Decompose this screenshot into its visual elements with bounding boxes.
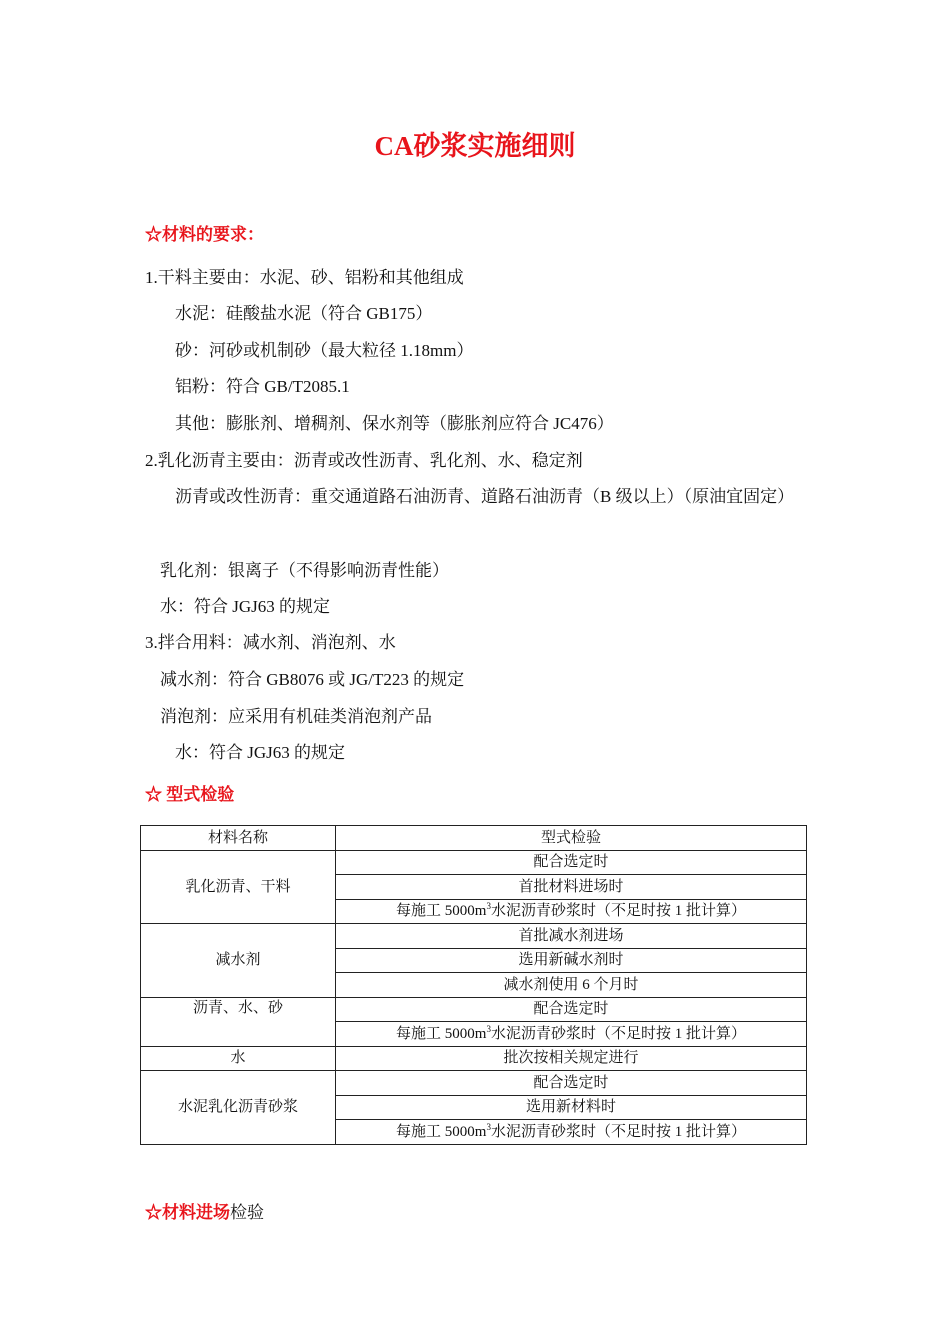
condition-cell: 选用新碱水剂时 <box>336 948 807 973</box>
list-item: 乳化剂：银离子（不得影响沥青性能） <box>160 561 449 580</box>
list-item: 3.拌合用料：减水剂、消泡剂、水 <box>145 633 396 652</box>
list-item: 水泥：硅酸盐水泥（符合 GB175） <box>175 304 433 323</box>
table-row <box>141 924 807 949</box>
material-cell: 减水剂 <box>141 924 336 998</box>
page-title: CA砂浆实施细则 <box>374 131 576 161</box>
condition-cell: 减水剂使用 6 个月时 <box>336 973 807 998</box>
table-row <box>141 997 807 1022</box>
list-item: 水：符合 JGJ63 的规定 <box>160 597 331 616</box>
material-cell: 水泥乳化沥青砂浆 <box>141 1071 336 1145</box>
material-cell: 乳化沥青、干料 <box>141 850 336 924</box>
material-cell: 水 <box>141 1046 336 1071</box>
superscript: 3 <box>486 901 491 912</box>
column-header: 材料名称 <box>141 826 336 851</box>
list-item: 水：符合 JGJ63 的规定 <box>175 743 346 762</box>
column-header: 型式检验 <box>336 826 807 851</box>
table-header-row <box>141 826 807 851</box>
condition-cell: 配合选定时 <box>336 1071 807 1096</box>
condition-cell: 首批材料进场时 <box>336 875 807 900</box>
superscript: 3 <box>486 1023 491 1034</box>
material-cell: 沥青、水、砂 <box>141 997 336 1046</box>
list-item: 砂：河砂或机制砂（最大粒径 1.18mm） <box>175 341 474 360</box>
condition-cell: 每施工 $5000m^3$水泥沥青砂浆时（不足时按 1 批计算） <box>336 1022 807 1047</box>
superscript: 3 <box>486 1121 491 1132</box>
condition-cell: 每施工 $5000m^3$水泥沥青砂浆时（不足时按 1 批计算） <box>336 899 807 924</box>
condition-cell: 配合选定时 <box>336 850 807 875</box>
table-row <box>141 1046 807 1071</box>
list-item: 沥青或改性沥青：重交通道路石油沥青、道路石油沥青（B 级以上）（原油宜固定） <box>175 487 795 506</box>
list-item: 铝粉：符合 GB/T2085.1 <box>175 377 350 396</box>
type-inspection-heading: ☆ 型式检验 <box>145 785 235 804</box>
list-item: 1.干料主要由：水泥、砂、铝粉和其他组成 <box>145 268 464 287</box>
list-item: 减水剂：符合 GB8076 或 JG/T223 的规定 <box>160 670 465 689</box>
condition-cell: 每施工 $5000m^3$水泥沥青砂浆时（不足时按 1 批计算） <box>336 1120 807 1145</box>
condition-cell: 批次按相关规定进行 <box>336 1046 807 1071</box>
incoming-inspection-heading: ☆材料进场检验 <box>145 1203 264 1222</box>
list-item: 其他：膨胀剂、增稠剂、保水剂等（膨胀剂应符合 JC476） <box>175 414 614 433</box>
table-row <box>141 1071 807 1096</box>
condition-cell: 配合选定时 <box>336 997 807 1022</box>
condition-cell: 首批减水剂进场 <box>336 924 807 949</box>
condition-cell: 选用新材料时 <box>336 1095 807 1120</box>
type-inspection-table <box>140 825 807 1145</box>
list-item: 消泡剂：应采用有机硅类消泡剂产品 <box>160 707 432 726</box>
materials-heading: ☆材料的要求： <box>145 225 264 244</box>
list-item: 2.乳化沥青主要由：沥青或改性沥青、乳化剂、水、稳定剂 <box>145 451 583 470</box>
table-row <box>141 850 807 875</box>
